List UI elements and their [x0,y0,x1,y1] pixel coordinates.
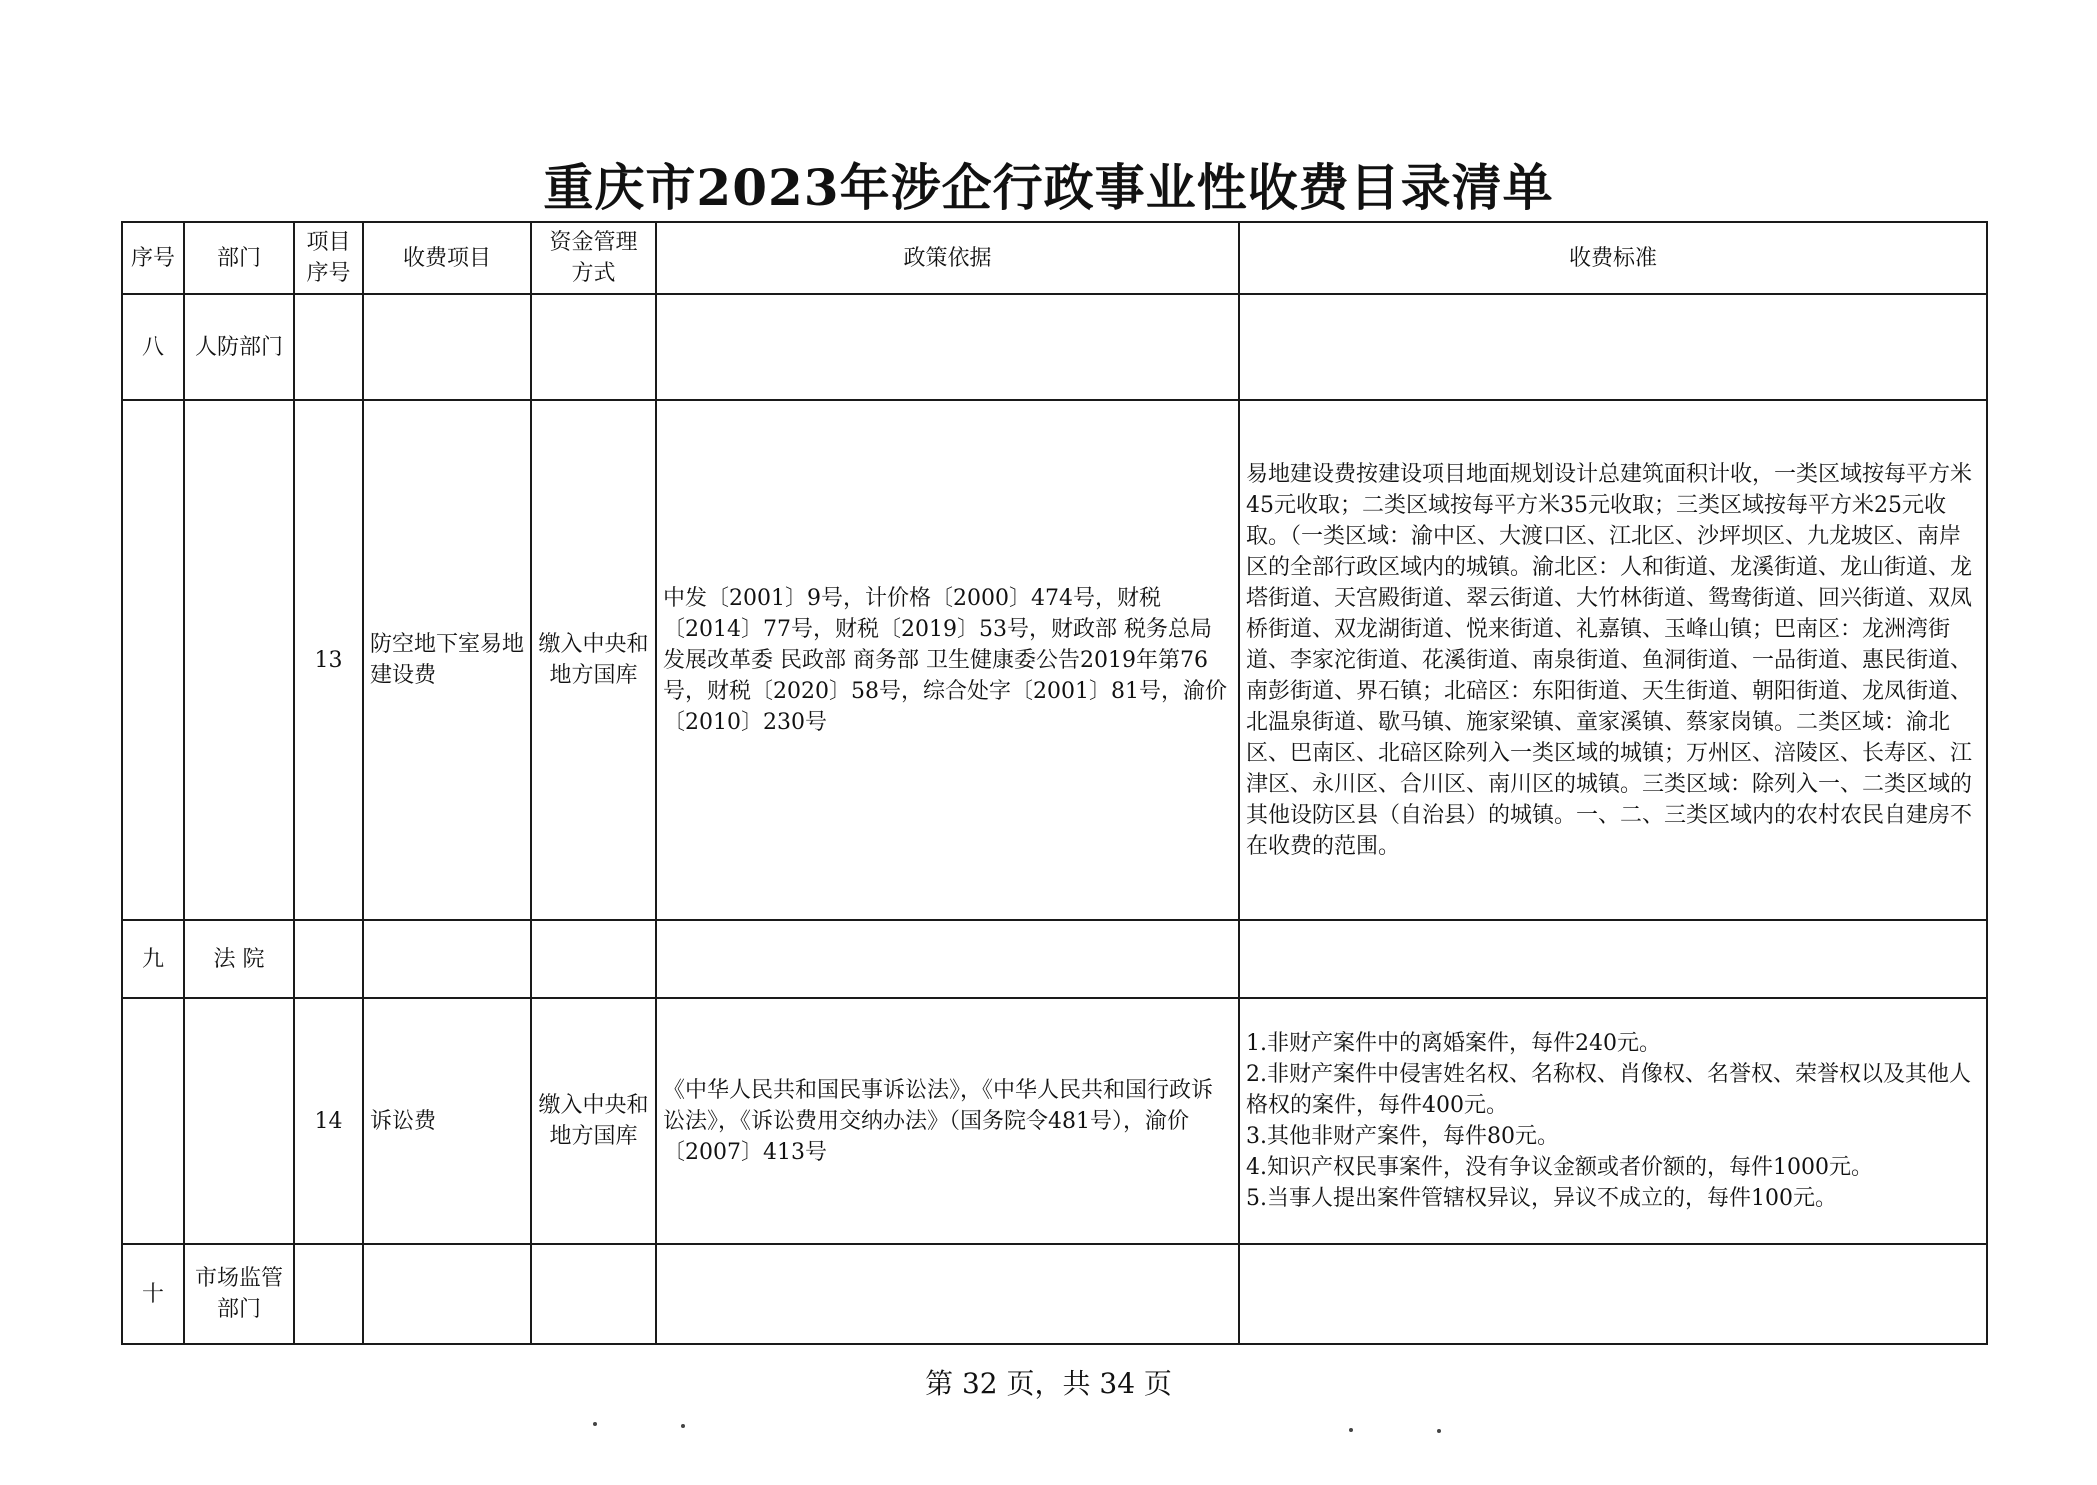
header-dept: 部门 [184,222,294,294]
page-title: 重庆市2023年涉企行政事业性收费目录清单 [543,158,1554,217]
header-item: 收费项目 [363,222,531,294]
fee-standard: 易地建设费按建设项目地面规划设计总建筑面积计收，一类区域按每平方米45元收取；二类区域按每平方米35元收取；三类区域按每平方米25元收取。（一类区域：渝中区、大渡口区、江北区、沙坪坝区、九龙坡区、南岸区的全部行政区域内的城镇。渝北区：人和街道、龙溪街道、龙山街道、龙塔街道、天宫殿街道、翠云街道、大竹林街道、鸳鸯街道、回兴街道、双凤桥街道、双龙湖街道、悦来街道、礼嘉镇、玉峰山镇；巴南区：龙洲湾街道、李家沱街道、花溪街道、南泉街道、鱼洞街道、一品街道、惠民街道、南彭街道、界石镇；北碚区：东阳街道、天生街道、朝阳街道、龙凤街道、北温泉街道、歇马镇、施家梁镇、童家溪镇、蔡家岗镇。二类区域：渝北区、巴南区、北碚区除列入一类区域的城镇；万州区、涪陵区、长寿区、江津区、永川区、合川区、南川区的城镇。三类区域：除列入一、二类区域的其他设防区县（自治县）的城镇。一、二、三类区域内的农村农民自建房不在收费的范围。 [1239,400,1987,920]
policy-basis: 中发〔2001〕9号，计价格〔2000〕474号，财税〔2014〕77号，财税〔2019〕53号，财政部 税务总局 发展改革委 民政部 商务部 卫生健康委公告2019年第76号，财税〔2020〕58号，综合处字〔2001〕81号，渝价〔2010〕230号 [656,400,1239,920]
table-row [122,400,1987,920]
header-row [122,222,1987,294]
fee-standard-line: 5.当事人提出案件管辖权异议，异议不成立的，每件100元。 [1246,1186,1837,1211]
header-policy: 政策依据 [656,222,1239,294]
section-seq: 八 [122,294,184,400]
fee-standard-line: 2.非财产案件中侵害姓名权、名称权、肖像权、名誉权、荣誉权以及其他人格权的案件，每件400元。 [1246,1062,1971,1118]
header-item-seq: 项目 序号 [294,222,363,294]
scan-speck [681,1424,685,1428]
section-row [122,294,1987,400]
scan-speck [1349,1428,1353,1432]
item-seq: 14 [294,998,363,1244]
fund-method: 缴入中央和地方国库 [531,400,656,920]
section-seq: 九 [122,920,184,998]
fee-table [121,221,1988,1345]
fee-standard-line: 3.其他非财产案件，每件80元。 [1246,1124,1559,1149]
section-row [122,1244,1987,1344]
fee-standard-line: 4.知识产权民事案件，没有争议金额或者价额的，每件1000元。 [1246,1155,1873,1180]
scan-speck [1437,1429,1441,1433]
fee-standard [1239,998,1987,1244]
item-name: 防空地下室易地建设费 [363,400,531,920]
section-dept: 人防部门 [184,294,294,400]
header-standard: 收费标准 [1239,222,1987,294]
section-dept: 法 院 [184,920,294,998]
policy-basis: 《中华人民共和国民事诉讼法》，《中华人民共和国行政诉讼法》，《诉讼费用交纳办法》（国务院令481号），渝价〔2007〕413号 [656,998,1239,1244]
table-row [122,998,1987,1244]
header-seq: 序号 [122,222,184,294]
scan-speck [593,1422,597,1426]
fund-method: 缴入中央和地方国库 [531,998,656,1244]
page-footer: 第 32 页，共 34 页 [925,1367,1172,1400]
header-fund: 资金管理 方式 [531,222,656,294]
section-dept: 市场监管部门 [184,1244,294,1344]
section-seq: 十 [122,1244,184,1344]
section-row [122,920,1987,998]
fee-standard-line: 1.非财产案件中的离婚案件，每件240元。 [1246,1031,1661,1056]
item-name: 诉讼费 [363,998,531,1244]
item-seq: 13 [294,400,363,920]
